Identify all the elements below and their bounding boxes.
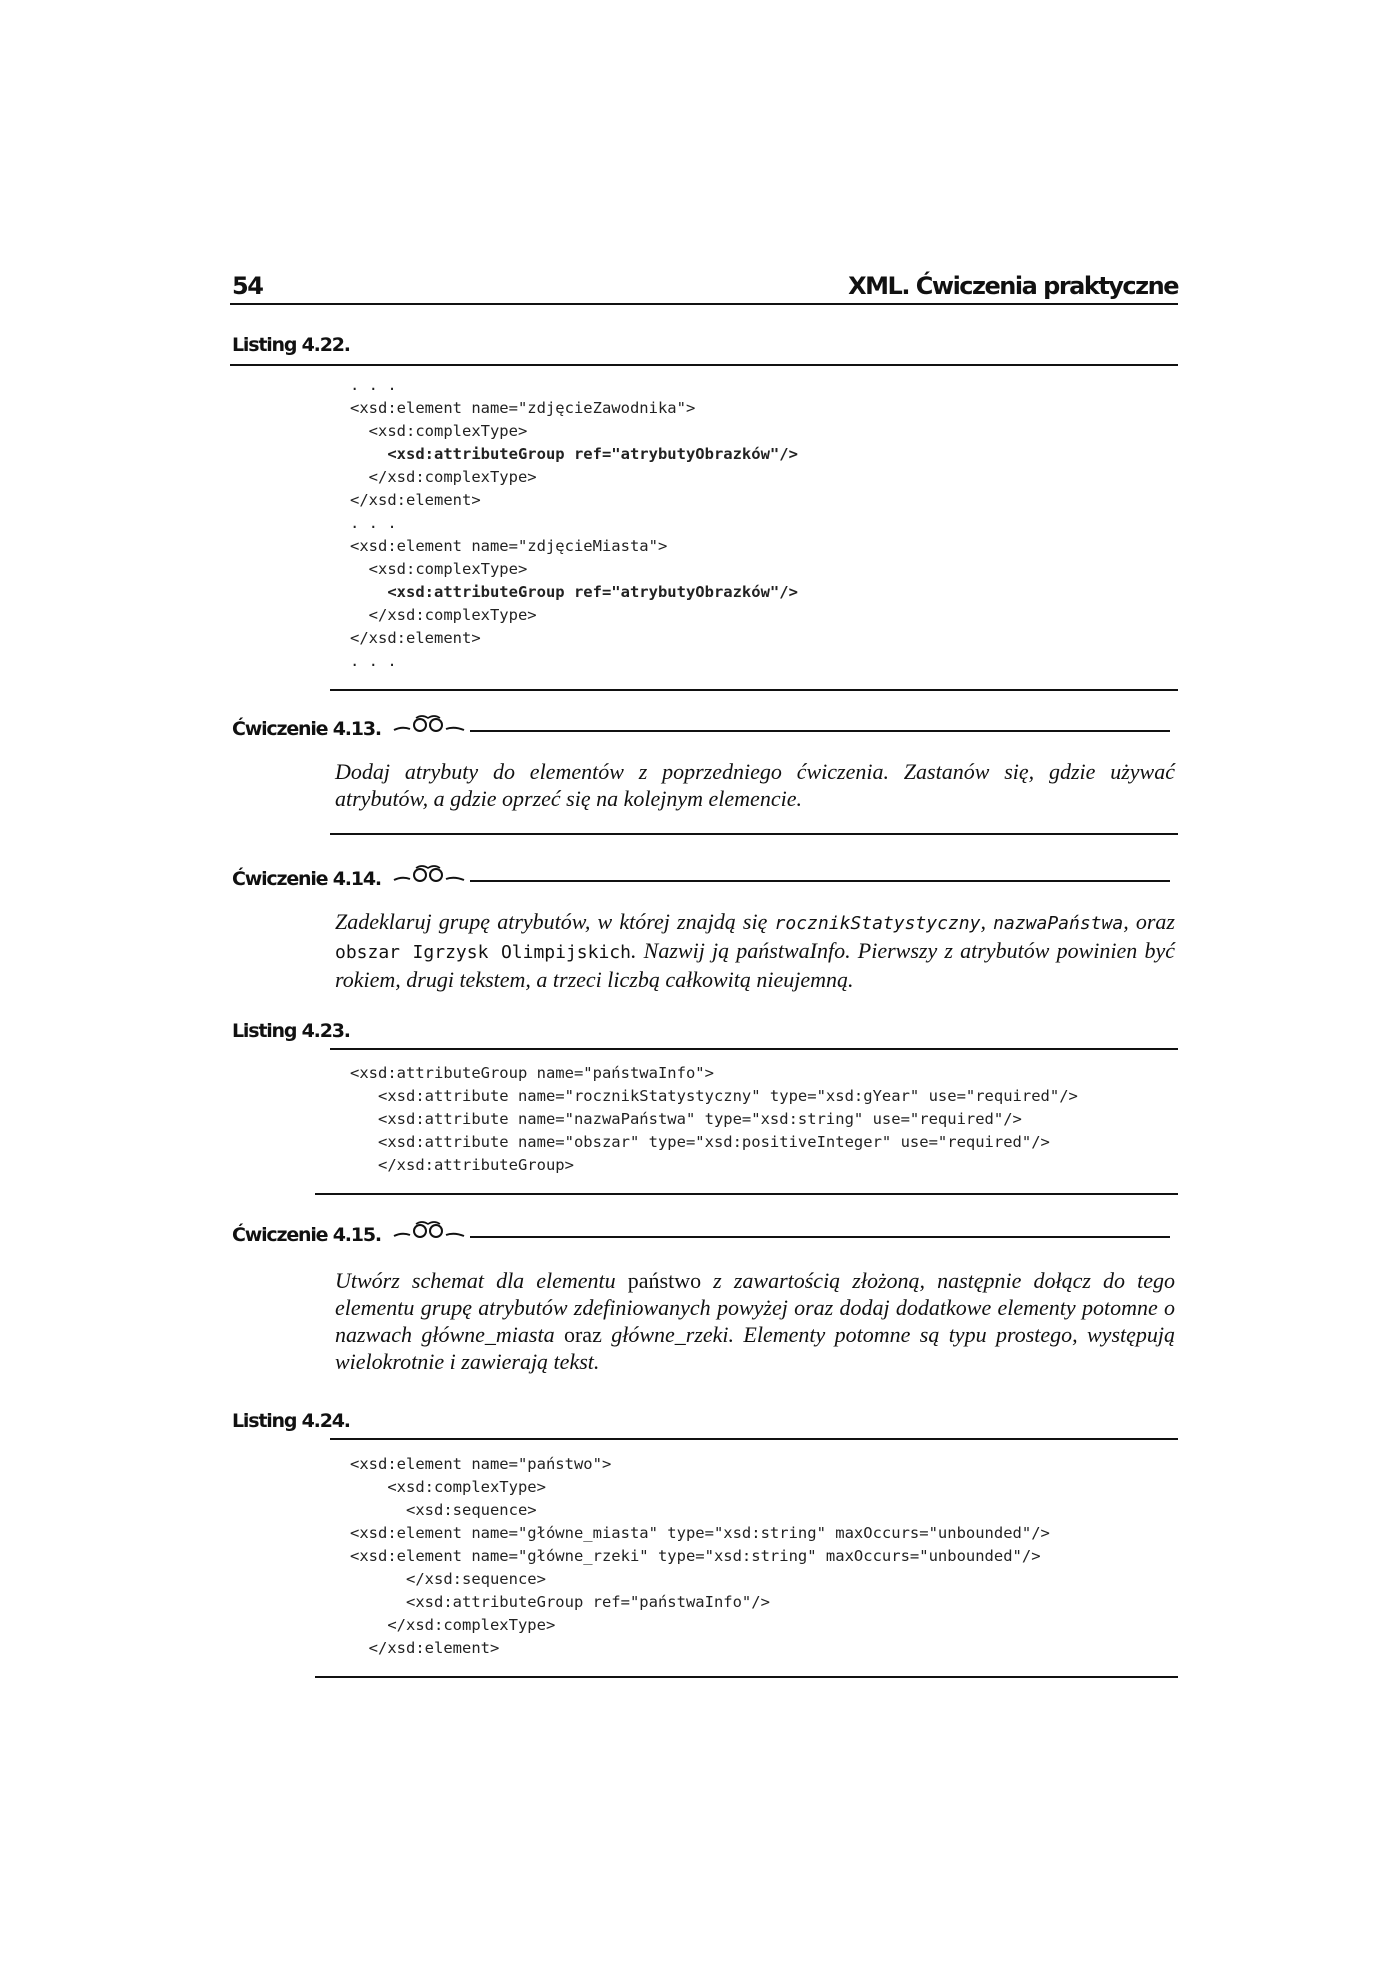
code-line: </xsd:attributeGroup> bbox=[350, 1156, 574, 1174]
exercise-ornament-icon bbox=[392, 862, 466, 886]
exercise-text: , oraz bbox=[1123, 909, 1175, 934]
code-term: nazwaPaństwa bbox=[993, 913, 1124, 934]
exercise-4-13-rule bbox=[470, 730, 1170, 732]
code-line: <xsd:attribute name="obszar" type="xsd:positiveInteger" use="required"/> bbox=[350, 1133, 1050, 1151]
element-term: państwo bbox=[627, 1268, 702, 1293]
exercise-ornament-icon bbox=[392, 712, 466, 736]
code-line: <xsd:attributeGroup ref="atrybutyObrazków"/> bbox=[350, 445, 798, 463]
code-line: <xsd:element name="zdjęcieZawodnika"> bbox=[350, 399, 696, 417]
exercise-4-15-rule bbox=[470, 1236, 1170, 1238]
exercise-text: z zawartością złożoną, następnie dołącz do tego elementu grupę atrybutów zdefiniowanych powyżej oraz dodaj dodatkowe elementy potomne o nazwach główne_miasta bbox=[335, 1268, 1175, 1347]
code-line: <xsd:element name="główne_rzeki" type="xsd:string" maxOccurs="unbounded"/> bbox=[350, 1547, 1041, 1565]
code-line: . . . bbox=[350, 514, 397, 532]
code-line: <xsd:attributeGroup ref="atrybutyObrazków"/> bbox=[350, 583, 798, 601]
listing-4-23-label: Listing 4.23. bbox=[232, 1020, 350, 1042]
code-line: </xsd:element> bbox=[350, 629, 481, 647]
conjunction-term: oraz bbox=[563, 1322, 602, 1347]
listing-4-22-top-rule bbox=[230, 364, 1178, 366]
code-line: <xsd:complexType> bbox=[350, 560, 528, 578]
exercise-4-15-text bbox=[335, 1267, 1175, 1375]
exercise-ornament-icon bbox=[392, 1218, 466, 1242]
exercise-4-15-label: Ćwiczenie 4.15. bbox=[232, 1224, 381, 1246]
code-line: . . . bbox=[350, 652, 397, 670]
exercise-text: . Nazwij ją państwaInfo. Pierwszy z atrybutów powinien być rokiem, drugi tekstem, a trzeci liczbą całkowitą nieujemną. bbox=[335, 938, 1175, 992]
listing-4-23-top-rule bbox=[330, 1048, 1178, 1050]
code-line: <xsd:attributeGroup name="państwaInfo"> bbox=[350, 1064, 714, 1082]
code-line: </xsd:complexType> bbox=[350, 1616, 556, 1634]
listing-4-22-label: Listing 4.22. bbox=[232, 334, 350, 356]
book-title: XML. Ćwiczenia praktyczne bbox=[848, 272, 1178, 300]
code-line: </xsd:element> bbox=[350, 1639, 500, 1657]
code-line: <xsd:attribute name="nazwaPaństwa" type="xsd:string" use="required"/> bbox=[350, 1110, 1022, 1128]
code-line: <xsd:complexType> bbox=[350, 422, 528, 440]
listing-4-24-top-rule bbox=[330, 1438, 1178, 1440]
page-number: 54 bbox=[232, 272, 263, 300]
exercise-4-13-bottom-rule bbox=[330, 833, 1178, 835]
code-line: </xsd:sequence> bbox=[350, 1570, 546, 1588]
code-line: <xsd:attribute name="rocznikStatystyczny" type="xsd:gYear" use="required"/> bbox=[350, 1087, 1078, 1105]
code-line: </xsd:complexType> bbox=[350, 468, 537, 486]
code-term: rocznikStatystyczny bbox=[774, 913, 981, 934]
exercise-text: główne_rzeki. Elementy potomne są typu prostego, występują wielokrotnie i zawierają tekst. bbox=[335, 1322, 1175, 1374]
code-line: </xsd:element> bbox=[350, 491, 481, 509]
exercise-4-14-text bbox=[335, 908, 1175, 993]
listing-4-24-label: Listing 4.24. bbox=[232, 1410, 350, 1432]
code-term: obszar Igrzysk Olimpijskich bbox=[335, 942, 631, 963]
listing-4-22-bottom-rule bbox=[330, 689, 1178, 691]
code-line: . . . bbox=[350, 376, 397, 394]
exercise-4-13-text: Dodaj atrybuty do elementów z poprzedniego ćwiczenia. Zastanów się, gdzie używać atrybutów, a gdzie oprzeć się na kolejnym elemencie. bbox=[335, 759, 1175, 811]
listing-4-22-code bbox=[350, 374, 798, 673]
code-line: <xsd:element name="zdjęcieMiasta"> bbox=[350, 537, 668, 555]
code-line: <xsd:attributeGroup ref="państwaInfo"/> bbox=[350, 1593, 770, 1611]
exercise-4-14-label: Ćwiczenie 4.14. bbox=[232, 868, 381, 890]
exercise-text: Utwórz schemat dla elementu bbox=[335, 1268, 628, 1293]
code-line: </xsd:complexType> bbox=[350, 606, 537, 624]
listing-4-24-code bbox=[350, 1453, 1050, 1660]
listing-4-24-bottom-rule bbox=[315, 1676, 1178, 1678]
header-rule bbox=[230, 303, 1178, 305]
code-line: <xsd:element name="główne_miasta" type="xsd:string" maxOccurs="unbounded"/> bbox=[350, 1524, 1050, 1542]
exercise-text: Zadeklaruj grupę atrybutów, w której znajdą się bbox=[335, 909, 775, 934]
code-line: <xsd:element name="państwo"> bbox=[350, 1455, 612, 1473]
exercise-4-13-label: Ćwiczenie 4.13. bbox=[232, 718, 381, 740]
listing-4-23-bottom-rule bbox=[315, 1193, 1178, 1195]
exercise-4-14-rule bbox=[470, 880, 1170, 882]
code-line: <xsd:sequence> bbox=[350, 1501, 537, 1519]
code-line: <xsd:complexType> bbox=[350, 1478, 546, 1496]
listing-4-23-code bbox=[350, 1062, 1078, 1177]
exercise-text: , bbox=[980, 909, 994, 934]
